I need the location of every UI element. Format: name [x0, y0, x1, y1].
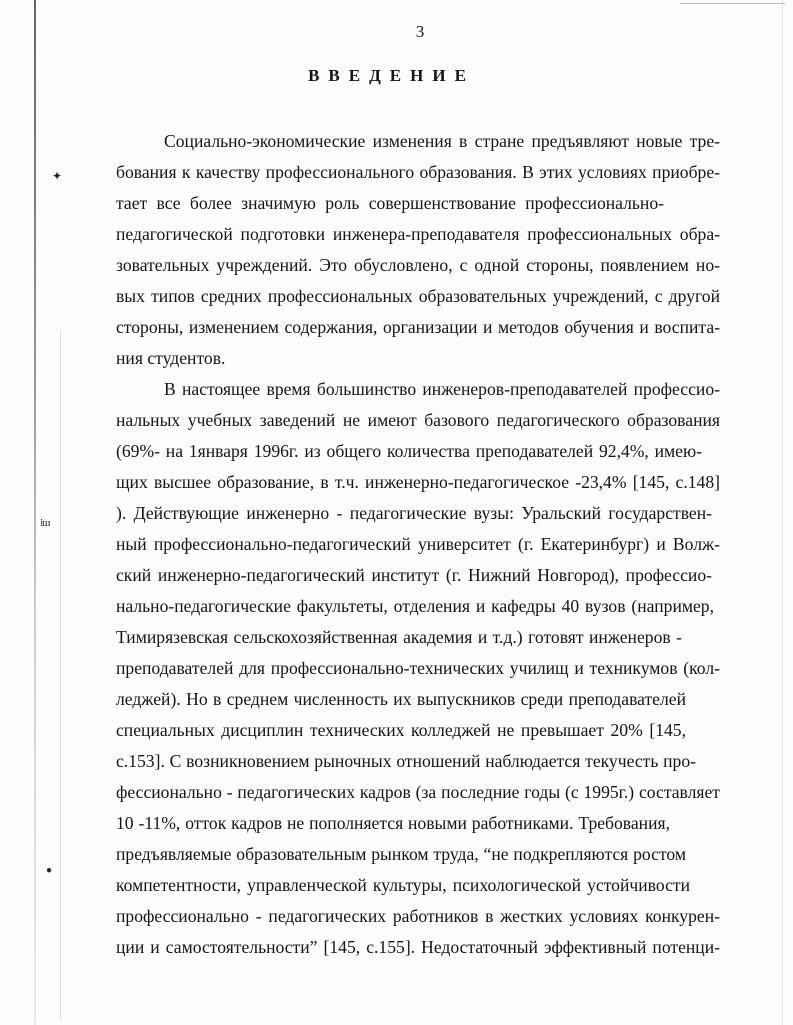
- paragraph-line: леджей). Но в среднем численность их выпускников среди преподавателей: [116, 689, 686, 709]
- scan-left-edge: [34, 0, 36, 1025]
- paragraph-line: щих высшее образование, в т.ч. инженерно-педагогическое -23,4% [145, с.148]: [116, 472, 720, 492]
- paragraph-line: В настоящее время большинство инженеров-преподавателей профессио-: [164, 379, 720, 399]
- margin-mark: ⁞ш: [40, 517, 50, 529]
- paragraph-line: вых типов средних профессиональных образовательных учреждений, с другой: [116, 286, 720, 306]
- paragraph-line: Социально-экономические изменения в стране предъявляют новые тре-: [164, 131, 720, 151]
- paragraph-line: ния студентов.: [116, 348, 226, 368]
- paragraph-line: ский инженерно-педагогический институт (г. Нижний Новгород), профессио-: [116, 565, 712, 585]
- scan-left-edge-faint: [60, 330, 61, 1020]
- paragraph-line: тает все более значимую роль совершенствование профессионально-: [116, 193, 664, 213]
- scan-top-edge: [680, 3, 785, 4]
- paragraph-line: бования к качеству профессионального образования. В этих условиях приобре-: [116, 162, 720, 182]
- paragraph-line: нальных учебных заведений не имеют базового педагогического образования: [116, 410, 720, 430]
- paragraph-line: ). Действующие инженерно - педагогические вузы: Уральский государствен-: [116, 503, 712, 523]
- paragraph-line: зовательных учреждений. Это обусловлено, с одной стороны, появлением но-: [116, 255, 720, 275]
- paragraph-line: фессионально - педагогических кадров (за последние годы (с 1995г.) составляет: [116, 782, 720, 802]
- margin-mark: ●: [46, 865, 53, 876]
- page-number: 3: [415, 22, 425, 41]
- paragraph-line: стороны, изменением содержания, организации и методов обучения и воспита-: [116, 317, 720, 337]
- paragraph-line: предъявляемые образовательным рынком труда, “не подкрепляются ростом: [116, 844, 686, 864]
- paragraph-line: педагогической подготовки инженера-преподавателя профессиональных обра-: [116, 224, 720, 244]
- paragraph-line: компетентности, управленческой культуры, психологической устойчивости: [116, 875, 690, 895]
- scan-right-edge: [782, 0, 783, 1025]
- section-heading: ВВЕДЕНИЕ: [308, 66, 475, 85]
- margin-mark: ✦: [52, 169, 63, 183]
- paragraph-line: ции и самостоятельности” [145, с.155]. Недостаточный эффективный потенци-: [116, 937, 720, 957]
- paragraph-line: 10 -11%, отток кадров не пополняется новыми работниками. Требования,: [116, 813, 670, 833]
- paragraph-line: ный профессионально-педагогический университет (г. Екатеринбург) и Волж-: [116, 534, 720, 554]
- paragraph-line: специальных дисциплин технических колледжей не превышает 20% [145,: [116, 720, 686, 740]
- paragraph-line: профессионально - педагогических работников в жестких условиях конкурен-: [116, 906, 720, 926]
- paragraph-line: нально-педагогические факультеты, отделения и кафедры 40 вузов (например,: [116, 596, 714, 616]
- paragraph-line: преподавателей для профессионально-технических училищ и техникумов (кол-: [116, 658, 720, 678]
- paragraph-line: с.153]. С возникновением рыночных отношений наблюдается текучесть про-: [116, 751, 696, 771]
- paragraph-line: (69%- на 1января 1996г. из общего количества преподавателей 92,4%, имею-: [116, 441, 702, 461]
- paragraph-line: Тимирязевская сельскохозяйственная академия и т.д.) готовят инженеров -: [116, 627, 682, 647]
